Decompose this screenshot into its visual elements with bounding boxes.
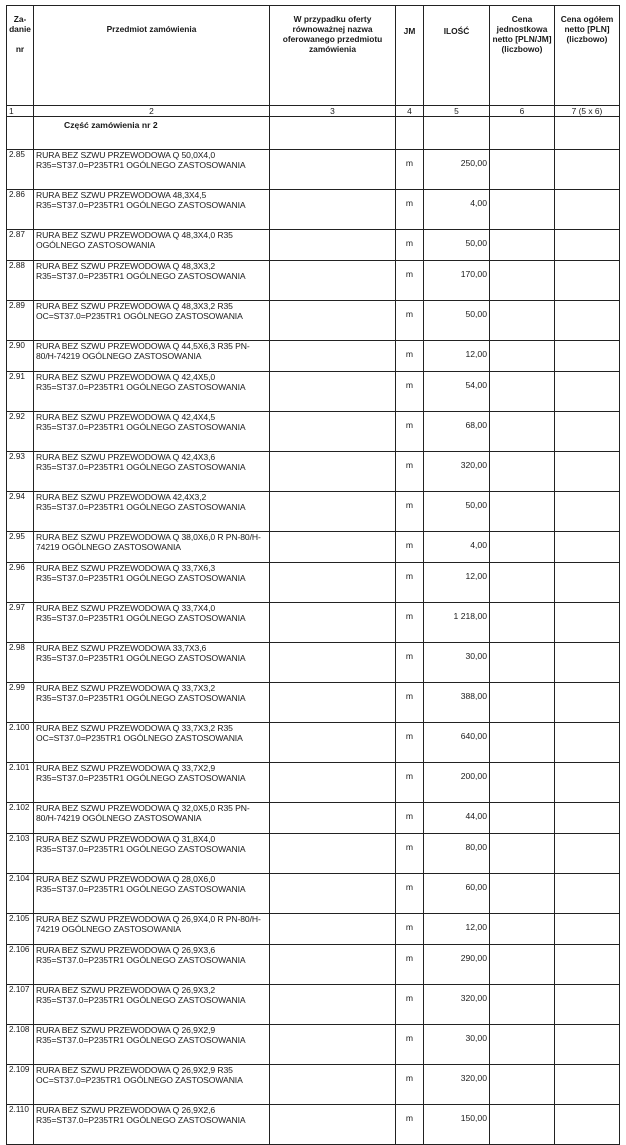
row-number: 2.103 [7,834,34,874]
part-title: Część zamówienia nr 2 [34,117,270,150]
row-unit: m [396,412,424,452]
row-unit: m [396,834,424,874]
row-total-price [555,341,620,372]
row-description: RURA BEZ SZWU PRZEWODOWA Q 26,9X3,2 R35=ST37.0=P235TR1 OGÓLNEGO ZASTOSOWANIA [34,985,270,1025]
header-row [7,6,620,106]
row-unit: m [396,230,424,261]
header-quantity: ILOŚĆ [424,6,490,106]
row-total-price [555,492,620,532]
row-equivalent-name [270,945,396,985]
row-number: 2.95 [7,532,34,563]
row-quantity: 250,00 [424,150,490,190]
row-equivalent-name [270,603,396,643]
row-equivalent-name [270,985,396,1025]
row-equivalent-name [270,1065,396,1105]
table-row [7,532,620,563]
row-equivalent-name [270,412,396,452]
row-total-price [555,261,620,301]
row-description: RURA BEZ SZWU PRZEWODOWA Q 33,7X6,3 R35=ST37.0=P235TR1 OGÓLNEGO ZASTOSOWANIA [34,563,270,603]
table-row [7,763,620,803]
row-description: RURA BEZ SZWU PRZEWODOWA 33,7X3,6 R35=ST37.0=P235TR1 OGÓLNEGO ZASTOSOWANIA [34,643,270,683]
row-total-price [555,683,620,723]
row-description: RURA BEZ SZWU PRZEWODOWA Q 33,7X4,0 R35=ST37.0=P235TR1 OGÓLNEGO ZASTOSOWANIA [34,603,270,643]
row-number: 2.94 [7,492,34,532]
row-unit: m [396,874,424,914]
column-number: 1 [7,106,34,117]
row-quantity: 50,00 [424,301,490,341]
row-total-price [555,190,620,230]
row-number: 2.91 [7,372,34,412]
row-unit: m [396,763,424,803]
row-unit-price [490,190,555,230]
row-number: 2.107 [7,985,34,1025]
header-unit: JM [396,6,424,106]
row-unit: m [396,1105,424,1145]
row-equivalent-name [270,452,396,492]
row-unit-price [490,412,555,452]
row-number: 2.87 [7,230,34,261]
row-equivalent-name [270,874,396,914]
row-total-price [555,230,620,261]
row-description: RURA BEZ SZWU PRZEWODOWA Q 48,3X3,2 R35=ST37.0=P235TR1 OGÓLNEGO ZASTOSOWANIA [34,261,270,301]
column-number: 4 [396,106,424,117]
row-description: RURA BEZ SZWU PRZEWODOWA Q 33,7X2,9 R35=ST37.0=P235TR1 OGÓLNEGO ZASTOSOWANIA [34,763,270,803]
row-unit-price [490,230,555,261]
row-description: RURA BEZ SZWU PRZEWODOWA Q 28,0X6,0 R35=ST37.0=P235TR1 OGÓLNEGO ZASTOSOWANIA [34,874,270,914]
table-row [7,603,620,643]
header-equivalent-name: W przypadku oferty równoważnej nazwa oferowanego przedmiotu zamówienia [270,6,396,106]
row-unit-price [490,945,555,985]
table-row [7,452,620,492]
row-quantity: 60,00 [424,874,490,914]
item-rows [7,150,620,1145]
row-unit: m [396,452,424,492]
row-unit-price [490,301,555,341]
row-quantity: 1 218,00 [424,603,490,643]
row-unit-price [490,1025,555,1065]
row-number: 2.85 [7,150,34,190]
row-unit: m [396,945,424,985]
row-unit-price [490,985,555,1025]
row-quantity: 50,00 [424,230,490,261]
row-unit-price [490,603,555,643]
row-unit: m [396,532,424,563]
row-unit: m [396,492,424,532]
row-description: RURA BEZ SZWU PRZEWODOWA Q 31,8X4,0 R35=ST37.0=P235TR1 OGÓLNEGO ZASTOSOWANIA [34,834,270,874]
row-total-price [555,412,620,452]
row-unit-price [490,1105,555,1145]
table-row [7,803,620,834]
table-row [7,945,620,985]
row-number: 2.108 [7,1025,34,1065]
table-row [7,1105,620,1145]
order-table [6,5,620,1145]
row-unit: m [396,190,424,230]
row-number: 2.101 [7,763,34,803]
row-quantity: 640,00 [424,723,490,763]
row-unit: m [396,803,424,834]
row-equivalent-name [270,532,396,563]
row-unit-price [490,1065,555,1105]
row-unit-price [490,723,555,763]
row-total-price [555,603,620,643]
row-unit-price [490,532,555,563]
table-row [7,230,620,261]
row-equivalent-name [270,763,396,803]
row-number: 2.105 [7,914,34,945]
table-row [7,683,620,723]
row-quantity: 388,00 [424,683,490,723]
row-unit-price [490,341,555,372]
row-unit: m [396,372,424,412]
row-number: 2.86 [7,190,34,230]
row-unit-price [490,261,555,301]
row-unit-price [490,874,555,914]
row-description: RURA BEZ SZWU PRZEWODOWA Q 26,9X2,6 R35=ST37.0=P235TR1 OGÓLNEGO ZASTOSOWANIA [34,1105,270,1145]
row-quantity: 170,00 [424,261,490,301]
row-total-price [555,1105,620,1145]
row-equivalent-name [270,261,396,301]
column-number-row [7,106,620,117]
row-total-price [555,914,620,945]
row-total-price [555,834,620,874]
row-description: RURA BEZ SZWU PRZEWODOWA Q 32,0X5,0 R35 PN-80/H-74219 OGÓLNEGO ZASTOSOWANIA [34,803,270,834]
row-quantity: 44,00 [424,803,490,834]
table-row [7,190,620,230]
row-equivalent-name [270,643,396,683]
table-row [7,261,620,301]
part-row [7,117,620,150]
row-unit: m [396,914,424,945]
row-description: RURA BEZ SZWU PRZEWODOWA Q 44,5X6,3 R35 PN-80/H-74219 OGÓLNEGO ZASTOSOWANIA [34,341,270,372]
table-row [7,412,620,452]
row-unit-price [490,763,555,803]
row-total-price [555,1065,620,1105]
row-unit: m [396,603,424,643]
row-equivalent-name [270,914,396,945]
row-unit-price [490,150,555,190]
row-total-price [555,803,620,834]
table-row [7,914,620,945]
row-description: RURA BEZ SZWU PRZEWODOWA Q 26,9X2,9 R35 OC=ST37.0=P235TR1 OGÓLNEGO ZASTOSOWANIA [34,1065,270,1105]
row-number: 2.97 [7,603,34,643]
row-total-price [555,1025,620,1065]
row-description: RURA BEZ SZWU PRZEWODOWA Q 48,3X3,2 R35 OC=ST37.0=P235TR1 OGÓLNEGO ZASTOSOWANIA [34,301,270,341]
row-total-price [555,763,620,803]
row-unit-price [490,683,555,723]
row-unit-price [490,492,555,532]
row-description: RURA BEZ SZWU PRZEWODOWA Q 33,7X3,2 R35 OC=ST37.0=P235TR1 OGÓLNEGO ZASTOSOWANIA [34,723,270,763]
row-number: 2.93 [7,452,34,492]
table-row [7,1065,620,1105]
row-equivalent-name [270,150,396,190]
row-equivalent-name [270,723,396,763]
row-quantity: 320,00 [424,985,490,1025]
row-equivalent-name [270,1025,396,1065]
row-total-price [555,150,620,190]
row-number: 2.102 [7,803,34,834]
row-unit-price [490,914,555,945]
table-row [7,372,620,412]
row-total-price [555,452,620,492]
row-quantity: 4,00 [424,190,490,230]
column-number: 6 [490,106,555,117]
row-description: RURA BEZ SZWU PRZEWODOWA Q 26,9X4,0 R PN-80/H-74219 OGÓLNEGO ZASTOSOWANIA [34,914,270,945]
row-total-price [555,563,620,603]
row-quantity: 200,00 [424,763,490,803]
table-row [7,643,620,683]
row-total-price [555,874,620,914]
row-number: 2.88 [7,261,34,301]
row-number: 2.90 [7,341,34,372]
table-row [7,492,620,532]
row-description: RURA BEZ SZWU PRZEWODOWA Q 26,9X2,9 R35=ST37.0=P235TR1 OGÓLNEGO ZASTOSOWANIA [34,1025,270,1065]
row-unit: m [396,723,424,763]
row-total-price [555,723,620,763]
row-equivalent-name [270,683,396,723]
row-description: RURA BEZ SZWU PRZEWODOWA Q 42,4X5,0 R35=ST37.0=P235TR1 OGÓLNEGO ZASTOSOWANIA [34,372,270,412]
row-unit-price [490,643,555,683]
table-row [7,874,620,914]
row-quantity: 50,00 [424,492,490,532]
row-unit: m [396,1025,424,1065]
row-total-price [555,301,620,341]
row-number: 2.89 [7,301,34,341]
row-description: RURA BEZ SZWU PRZEWODOWA Q 42,4X4,5 R35=ST37.0=P235TR1 OGÓLNEGO ZASTOSOWANIA [34,412,270,452]
row-quantity: 12,00 [424,341,490,372]
header-subject: Przedmiot zamówienia [34,6,270,106]
row-number: 2.98 [7,643,34,683]
row-number: 2.100 [7,723,34,763]
table-row [7,1025,620,1065]
row-unit: m [396,683,424,723]
table-row [7,723,620,763]
row-unit: m [396,301,424,341]
row-unit-price [490,452,555,492]
row-unit-price [490,834,555,874]
row-number: 2.104 [7,874,34,914]
header-task-number: Za- danie nr [7,6,34,106]
row-equivalent-name [270,230,396,261]
row-quantity: 12,00 [424,914,490,945]
row-quantity: 290,00 [424,945,490,985]
row-description: RURA BEZ SZWU PRZEWODOWA Q 33,7X3,2 R35=ST37.0=P235TR1 OGÓLNEGO ZASTOSOWANIA [34,683,270,723]
row-description: RURA BEZ SZWU PRZEWODOWA Q 38,0X6,0 R PN-80/H-74219 OGÓLNEGO ZASTOSOWANIA [34,532,270,563]
row-unit: m [396,341,424,372]
row-unit: m [396,985,424,1025]
row-description: RURA BEZ SZWU PRZEWODOWA Q 48,3X4,0 R35 OGÓLNEGO ZASTOSOWANIA [34,230,270,261]
row-quantity: 320,00 [424,452,490,492]
row-total-price [555,985,620,1025]
row-total-price [555,372,620,412]
row-number: 2.96 [7,563,34,603]
row-equivalent-name [270,492,396,532]
row-equivalent-name [270,563,396,603]
table-row [7,301,620,341]
row-number: 2.92 [7,412,34,452]
header-unit-price: Cena jednostkowa netto [PLN/JM] (liczbowo) [490,6,555,106]
table-row [7,985,620,1025]
row-number: 2.106 [7,945,34,985]
row-quantity: 80,00 [424,834,490,874]
row-number: 2.99 [7,683,34,723]
row-quantity: 320,00 [424,1065,490,1105]
row-unit: m [396,643,424,683]
row-unit-price [490,372,555,412]
row-quantity: 68,00 [424,412,490,452]
row-quantity: 30,00 [424,1025,490,1065]
row-unit-price [490,803,555,834]
row-unit: m [396,261,424,301]
row-quantity: 54,00 [424,372,490,412]
table-row [7,341,620,372]
row-number: 2.109 [7,1065,34,1105]
row-unit: m [396,1065,424,1105]
row-number: 2.110 [7,1105,34,1145]
row-equivalent-name [270,190,396,230]
row-description: RURA BEZ SZWU PRZEWODOWA Q 50,0X4,0 R35=ST37.0=P235TR1 OGÓLNEGO ZASTOSOWANIA [34,150,270,190]
row-equivalent-name [270,341,396,372]
row-quantity: 150,00 [424,1105,490,1145]
column-number: 3 [270,106,396,117]
table-row [7,150,620,190]
row-equivalent-name [270,301,396,341]
row-equivalent-name [270,1105,396,1145]
row-unit-price [490,563,555,603]
row-description: RURA BEZ SZWU PRZEWODOWA Q 42,4X3,6 R35=ST37.0=P235TR1 OGÓLNEGO ZASTOSOWANIA [34,452,270,492]
row-equivalent-name [270,372,396,412]
row-description: RURA BEZ SZWU PRZEWODOWA 42,4X3,2 R35=ST37.0=P235TR1 OGÓLNEGO ZASTOSOWANIA [34,492,270,532]
row-description: RURA BEZ SZWU PRZEWODOWA 48,3X4,5 R35=ST37.0=P235TR1 OGÓLNEGO ZASTOSOWANIA [34,190,270,230]
row-equivalent-name [270,834,396,874]
row-total-price [555,643,620,683]
row-description: RURA BEZ SZWU PRZEWODOWA Q 26,9X3,6 R35=ST37.0=P235TR1 OGÓLNEGO ZASTOSOWANIA [34,945,270,985]
table-row [7,563,620,603]
table-row [7,834,620,874]
row-quantity: 30,00 [424,643,490,683]
column-number: 2 [34,106,270,117]
header-total-price: Cena ogółem netto [PLN] (liczbowo) [555,6,620,106]
row-quantity: 4,00 [424,532,490,563]
row-total-price [555,945,620,985]
column-number: 7 (5 x 6) [555,106,620,117]
row-unit: m [396,563,424,603]
row-unit: m [396,150,424,190]
row-equivalent-name [270,803,396,834]
column-number: 5 [424,106,490,117]
row-total-price [555,532,620,563]
row-quantity: 12,00 [424,563,490,603]
